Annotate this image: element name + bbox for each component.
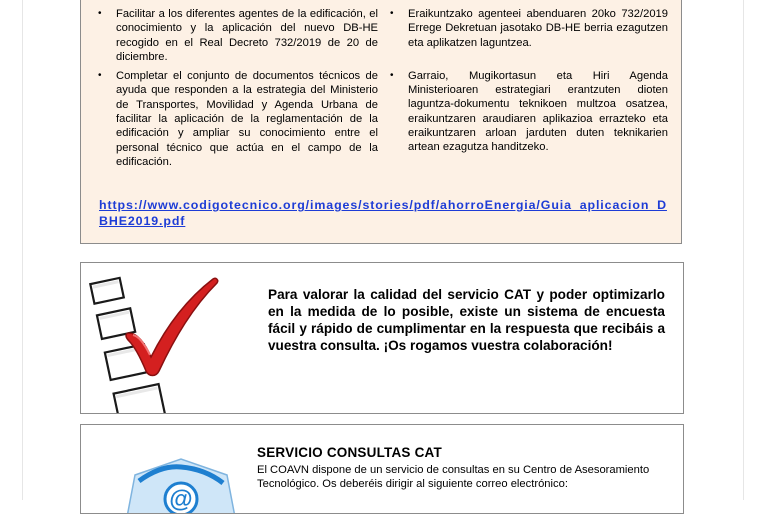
checkbox-square-icon bbox=[114, 384, 166, 413]
svg-text:@: @ bbox=[169, 486, 193, 513]
cat-service-title: SERVICIO CONSULTAS CAT bbox=[257, 445, 442, 460]
survey-invitation-text: Para valorar la calidad del servicio CAT y poder optimizarlo en la medida de lo posible, existe un sistema de encuesta fácil y rápido de cumplimentar en la respuesta que recibáis a vuestra consulta. ¡Os rogamos vuestra colaboración! bbox=[268, 287, 665, 353]
objectives-box bbox=[80, 0, 682, 244]
cat-service-box bbox=[80, 424, 684, 514]
objective-item: • Eraikuntzako agenteei abenduaren 20ko 732/2019 Errege Dekretuan jasotako DB-HE berria ezagutzen eta aplikatzen laguntzea. bbox=[390, 8, 668, 49]
objective-item: • Facilitar a los diferentes agentes de la edificación, el conocimiento y la aplicación del nuevo DB-HE recogido en el Real Decreto 732/2019 de 20 de diciembre. bbox=[98, 8, 378, 63]
objectives-spanish-column bbox=[97, 7, 378, 174]
objective-item: • Garraio, Mugikortasun eta Hiri Agenda Ministerioaren estrategiari erantzuten dioten laguntza-dokumentu teknikoen multzoa osatzea, eraikuntzaren araudiaren aplikazioa errazteko eta eraikuntzaren arloan jarduten duten teknikarien artean ezagutza handitzeko. bbox=[390, 69, 668, 154]
checkbox-square-icon bbox=[90, 278, 124, 304]
checklist-checkmark-icon bbox=[89, 263, 234, 413]
bullet-icon: • bbox=[98, 70, 102, 82]
objectives-basque-column bbox=[389, 7, 668, 160]
bullet-icon: • bbox=[390, 69, 394, 81]
guide-pdf-link[interactable]: https://www.codigotecnico.org/images/stories/pdf/ahorroEnergia/Guia_aplicacion_DBHE2019.pdf bbox=[99, 198, 667, 228]
objective-item: • Completar el conjunto de documentos técnicos de ayuda que responden a la estrategia del Ministerio de Transportes, Movilidad y Agenda Urbana de facilitar la aplicación de la reglamentación de la edificación y ampliar su conocimiento entre el personal técnico que actúa en el campo de la edificación. bbox=[98, 70, 378, 168]
email-at-icon bbox=[121, 447, 241, 514]
bullet-icon: • bbox=[390, 8, 394, 19]
survey-box bbox=[80, 262, 684, 414]
bullet-icon: • bbox=[98, 8, 102, 19]
cat-service-description: El COAVN dispone de un servicio de consultas en su Centro de Asesoramiento Tecnológico. Os deberéis dirigir al siguiente correo electrónico: bbox=[257, 464, 650, 491]
